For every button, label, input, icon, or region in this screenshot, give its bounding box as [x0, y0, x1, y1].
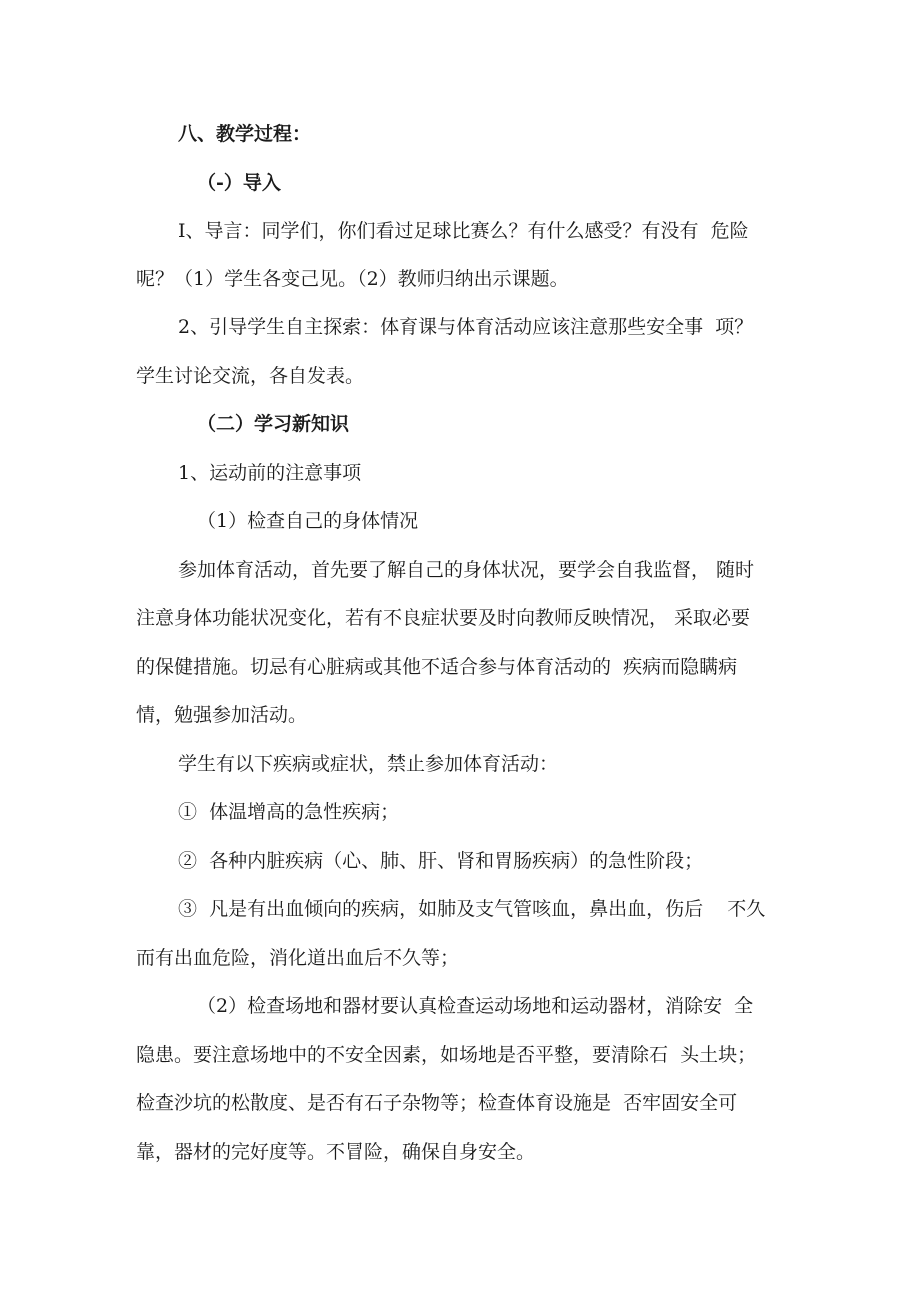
- paragraph-line: 学生讨论交流，各自发表。: [136, 365, 365, 387]
- paragraph-line: 学生有以下疾病或症状，禁止参加体育活动：: [178, 753, 559, 775]
- paragraph-line: 参加体育活动，首先要了解自己的身体状况，要学会自我监督， 随时: [178, 559, 755, 581]
- paragraph-line: 的保健措施。切忌有心脏病或其他不适合参与体育活动的 疾病而隐瞒病: [136, 656, 738, 678]
- list-item: ③ 凡是有出血倾向的疾病，如肺及支气管咳血，鼻出血，伤后 不久: [178, 898, 766, 920]
- section-heading-teaching-process: 八、教学过程：: [178, 123, 312, 145]
- list-item-continuation: 而有出血危险，消化道出血后不久等；: [136, 947, 460, 969]
- paragraph-line: 情，勉强参加活动。: [136, 704, 308, 726]
- paragraph-line: 2、引导学生自主探索：体育课与体育活动应该注意那些安全事 项？: [178, 316, 754, 338]
- subsection-heading-new-knowledge: （二）学习新知识: [197, 413, 350, 435]
- list-item: ① 体温增高的急性疾病；: [178, 801, 400, 823]
- item-heading: 1、运动前的注意事项: [178, 462, 362, 484]
- paragraph-line: 靠，器材的完好度等。不冒险，确保自身安全。: [136, 1141, 536, 1163]
- paragraph-line: 注意身体功能状况变化，若有不良症状要及时向教师反映情况， 采取必要: [136, 607, 751, 629]
- sub-item-heading: （1）检查自己的身体情况: [197, 510, 419, 532]
- paragraph-line: I、导言：同学们，你们看过足球比赛么？有什么感受？有没有 危险: [178, 220, 749, 242]
- subsection-heading-intro: （-）导入: [197, 172, 281, 194]
- paragraph-line: 隐患。要注意场地中的不安全因素，如场地是否平整，要清除石 头土块；: [136, 1044, 757, 1066]
- list-item: ② 各种内脏疾病（心、肺、肝、肾和胃肠疾病）的急性阶段；: [178, 850, 704, 872]
- paragraph-line: 检查沙坑的松散度、是否有石子杂物等；检查体育设施是 否牢固安全可: [136, 1092, 738, 1114]
- paragraph-line: （2）检查场地和器材要认真检查运动场地和运动器材，消除安 全: [197, 995, 754, 1017]
- paragraph-line: 呢？（1）学生各变己见。（2）教师归纳出示课题。: [136, 268, 569, 290]
